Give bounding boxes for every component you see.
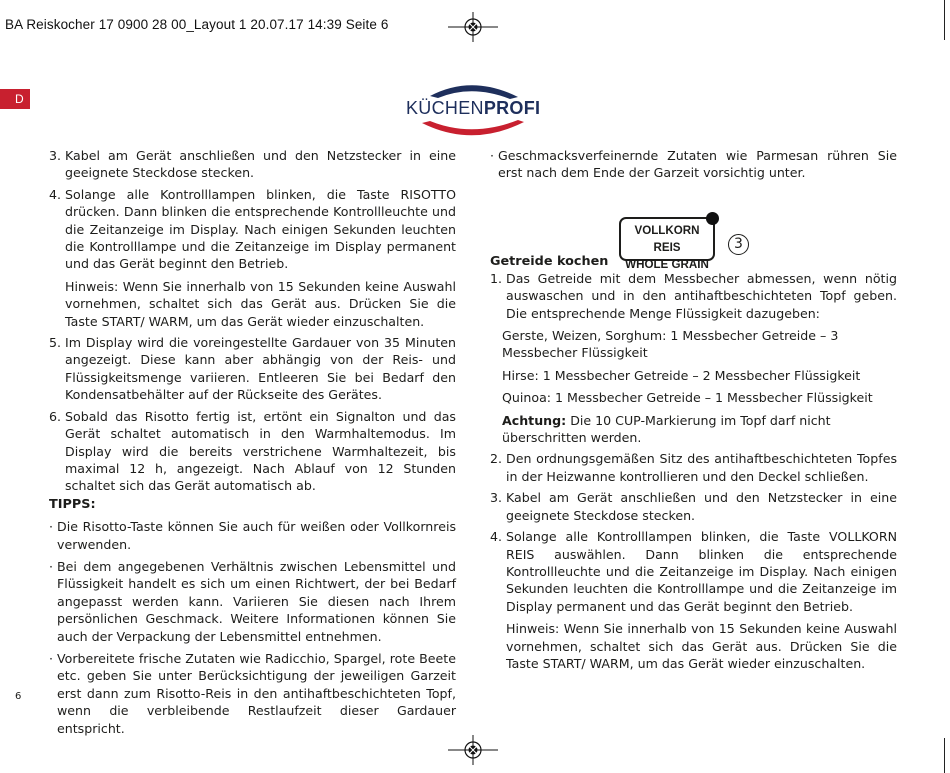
kuechenprofi-logo (400, 80, 545, 142)
list-item: 2. Den ordnungsgemäßen Sitz des antihaftbeschichteten Topfes in der Heizwanne kontrollieren und den Deckel schließen. (490, 451, 897, 484)
list-item: 3. Kabel am Gerät anschließen und den Netzstecker in eine geeignete Steckdose stecken. (490, 490, 897, 523)
whole-grain-button-label: VOLLKORN REIS WHOLE GRAIN (619, 217, 715, 261)
section-heading: Getreide kochen (490, 254, 609, 269)
crop-mark (944, 0, 945, 40)
ratio-line: Gerste, Weizen, Sorghum: 1 Messbecher Getreide – 3 Messbecher Flüssigkeit (502, 328, 839, 361)
tip-item: · Bei dem angegebenen Verhältnis zwischen Lebensmittel und Flüssigkeit handelt es sich um einen Richtwert, der bei Bedarf angepasst werden kann. Variieren Sie diesen nach Ihrem persönlichen Geschmack. Weitere Informationen können Sie auch der Verpackung der Lebensmittel entnehmen. (49, 558, 456, 644)
registration-mark-icon (448, 12, 498, 42)
page-number: 6 (15, 691, 22, 702)
list-item: 5. Im Display wird die voreingestellte Gardauer von 35 Minuten angezeigt. Diese kann aber abhängig von der Reis- und Flüssigkeitsmenge variieren. Entleeren Sie bei Bedarf den Kondensatbehälter auf der Rückseite des Gerätes. (49, 335, 456, 403)
tip-item: · Die Risotto-Taste können Sie auch für weißen oder Vollkornreis verwenden. (49, 519, 456, 552)
attention-note: Achtung: Die 10 CUP-Markierung im Topf darf nicht überschritten werden. (502, 412, 831, 446)
list-item: 3. Kabel am Gerät anschließen und den Netzstecker in eine geeignete Steckdose stecken. (49, 148, 456, 181)
print-slug: BA Reiskocher 17 0900 28 00_Layout 1 20.07.17 14:39 Seite 6 (5, 17, 389, 32)
logo-wordmark: KÜCHENPROFI (406, 98, 541, 118)
left-column (49, 147, 456, 737)
crop-mark (944, 738, 945, 773)
list-item: 4. Solange alle Kontrolllampen blinken, die Taste VOLLKORN REIS auswählen. Dann blinken die entsprechende Kontrollleuchte und die Zeitanzeige im Display. Nach einigen Sekunden leuchten die Kontrolllampe und die Zeitanzeige im Display permanent und das Gerät beginnt den Betrieb. (490, 529, 897, 614)
registration-mark-icon (448, 735, 498, 765)
list-item: 1. Das Getreide mit dem Messbecher abmessen, wenn nötig auswaschen und in den antihaftbeschichteten Topf geben. Die entsprechende Menge Flüssigkeit dazugeben: (490, 270, 897, 321)
ratio-line: Hirse: 1 Messbecher Getreide – 2 Messbecher Flüssigkeit (502, 367, 861, 383)
language-tab: D (0, 89, 30, 109)
list-item: 6. Sobald das Risotto fertig ist, ertönt ein Signalton und das Gerät schaltet automatisch in den Warmhaltemodus. Im Display wird die bereits verstrichene Warmhaltezeit, bis maximal 12 h, angezeigt. Nach Ablauf von 12 Stunden schaltet sich das Gerät automatisch ab. (49, 408, 456, 494)
note-text: Hinweis: Wenn Sie innerhalb von 15 Sekunden keine Auswahl vornehmen, schaltet sich das Gerät aus. Drücken Sie die Taste START/ WARM, um das Gerät wieder einzuschalten. (65, 278, 456, 329)
tips-heading: TIPPS: (49, 496, 96, 512)
list-item: 4. Solange alle Kontrolllampen blinken, die Taste RISOTTO drücken. Dann blinken die entsprechende Kontrollleuchte und die Zeitanzeige im Display. Nach einigen Sekunden leuchten die Kontrolllampe und die Zeitanzeige im Display permanent und das Gerät beginnt den Betrieb. (49, 186, 456, 272)
ratio-line: Quinoa: 1 Messbecher Getreide – 1 Messbecher Flüssigkeit (502, 390, 873, 406)
indicator-dot-icon (706, 212, 719, 225)
circled-number: 3 (728, 234, 749, 255)
tip-item: · Geschmacksverfeinernde Zutaten wie Parmesan rühren Sie erst nach dem Ende der Garzeit vorsichtig unter. (490, 148, 897, 181)
note-text: Hinweis: Wenn Sie innerhalb von 15 Sekunden keine Auswahl vornehmen, schaltet sich das Gerät aus. Drücken Sie die Taste START/ WARM, um das Gerät wieder einzuschalten. (506, 621, 897, 671)
tip-item: · Vorbereitete frische Zutaten wie Radicchio, Spargel, rote Beete etc. geben Sie unter Berücksichtigung der jeweiligen Garzeit erst dann zum Risotto-Reis in den antihaftbeschichteten Topf, wenn die verbleibende Restlaufzeit dieser Gardauer entspricht. (49, 650, 456, 736)
